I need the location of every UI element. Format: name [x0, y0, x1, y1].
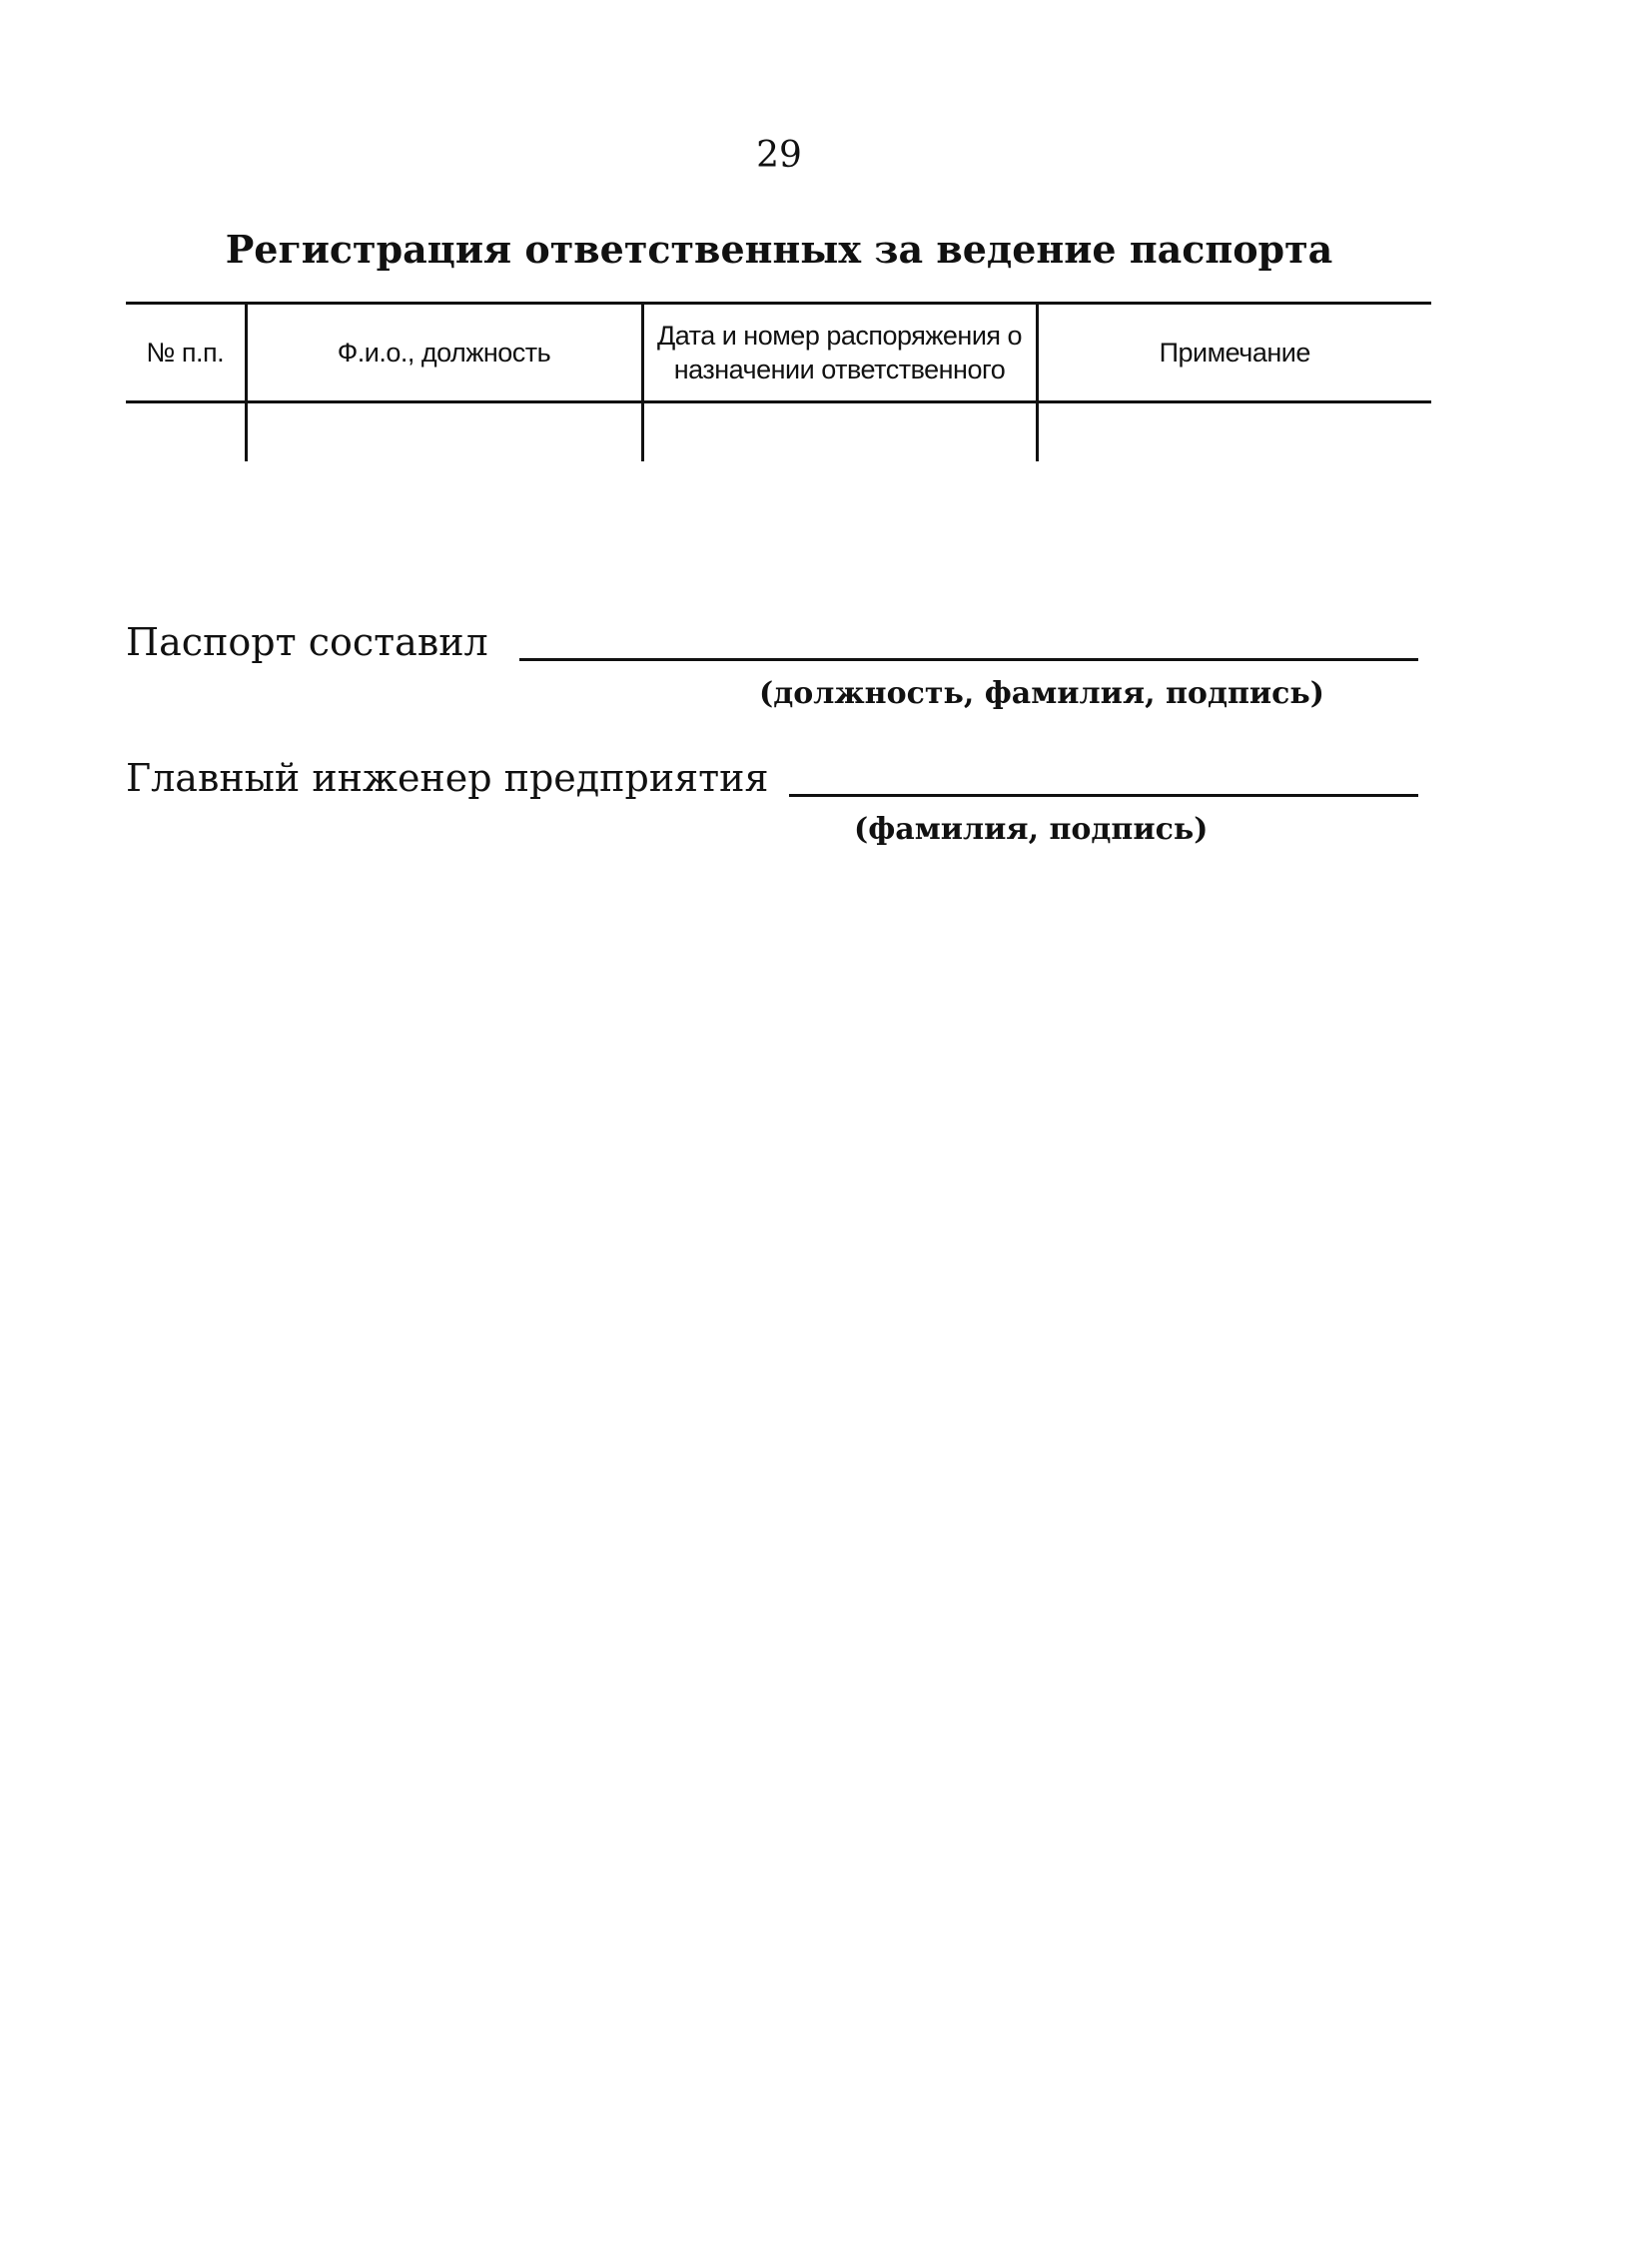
page-number: 29: [756, 135, 802, 176]
table-cell: [1037, 402, 1431, 462]
column-header-number: № п.п.: [126, 304, 246, 402]
table-row: [126, 402, 1431, 462]
registration-table: [126, 302, 1431, 461]
compiled-by-signature-line: [519, 658, 1418, 661]
column-header-name-position: Ф.и.о., должность: [246, 304, 642, 402]
page-title: Регистрация ответственных за ведение паспорта: [225, 227, 1333, 272]
table-cell: [642, 402, 1037, 462]
chief-engineer-signature-line: [789, 794, 1418, 797]
table-cell: [246, 402, 642, 462]
table-header-row: [126, 304, 1431, 402]
chief-engineer-caption: (фамилия, подпись): [854, 812, 1209, 847]
column-header-note: Примечание: [1037, 304, 1431, 402]
table-cell: [126, 402, 246, 462]
column-header-order-date-number: Дата и номер распоряжения о назначении ответственного: [642, 304, 1037, 402]
chief-engineer-label: Главный инженер предприятия: [126, 756, 769, 800]
compiled-by-caption: (должность, фамилия, подпись): [759, 676, 1324, 711]
compiled-by-label: Паспорт составил: [126, 620, 488, 664]
